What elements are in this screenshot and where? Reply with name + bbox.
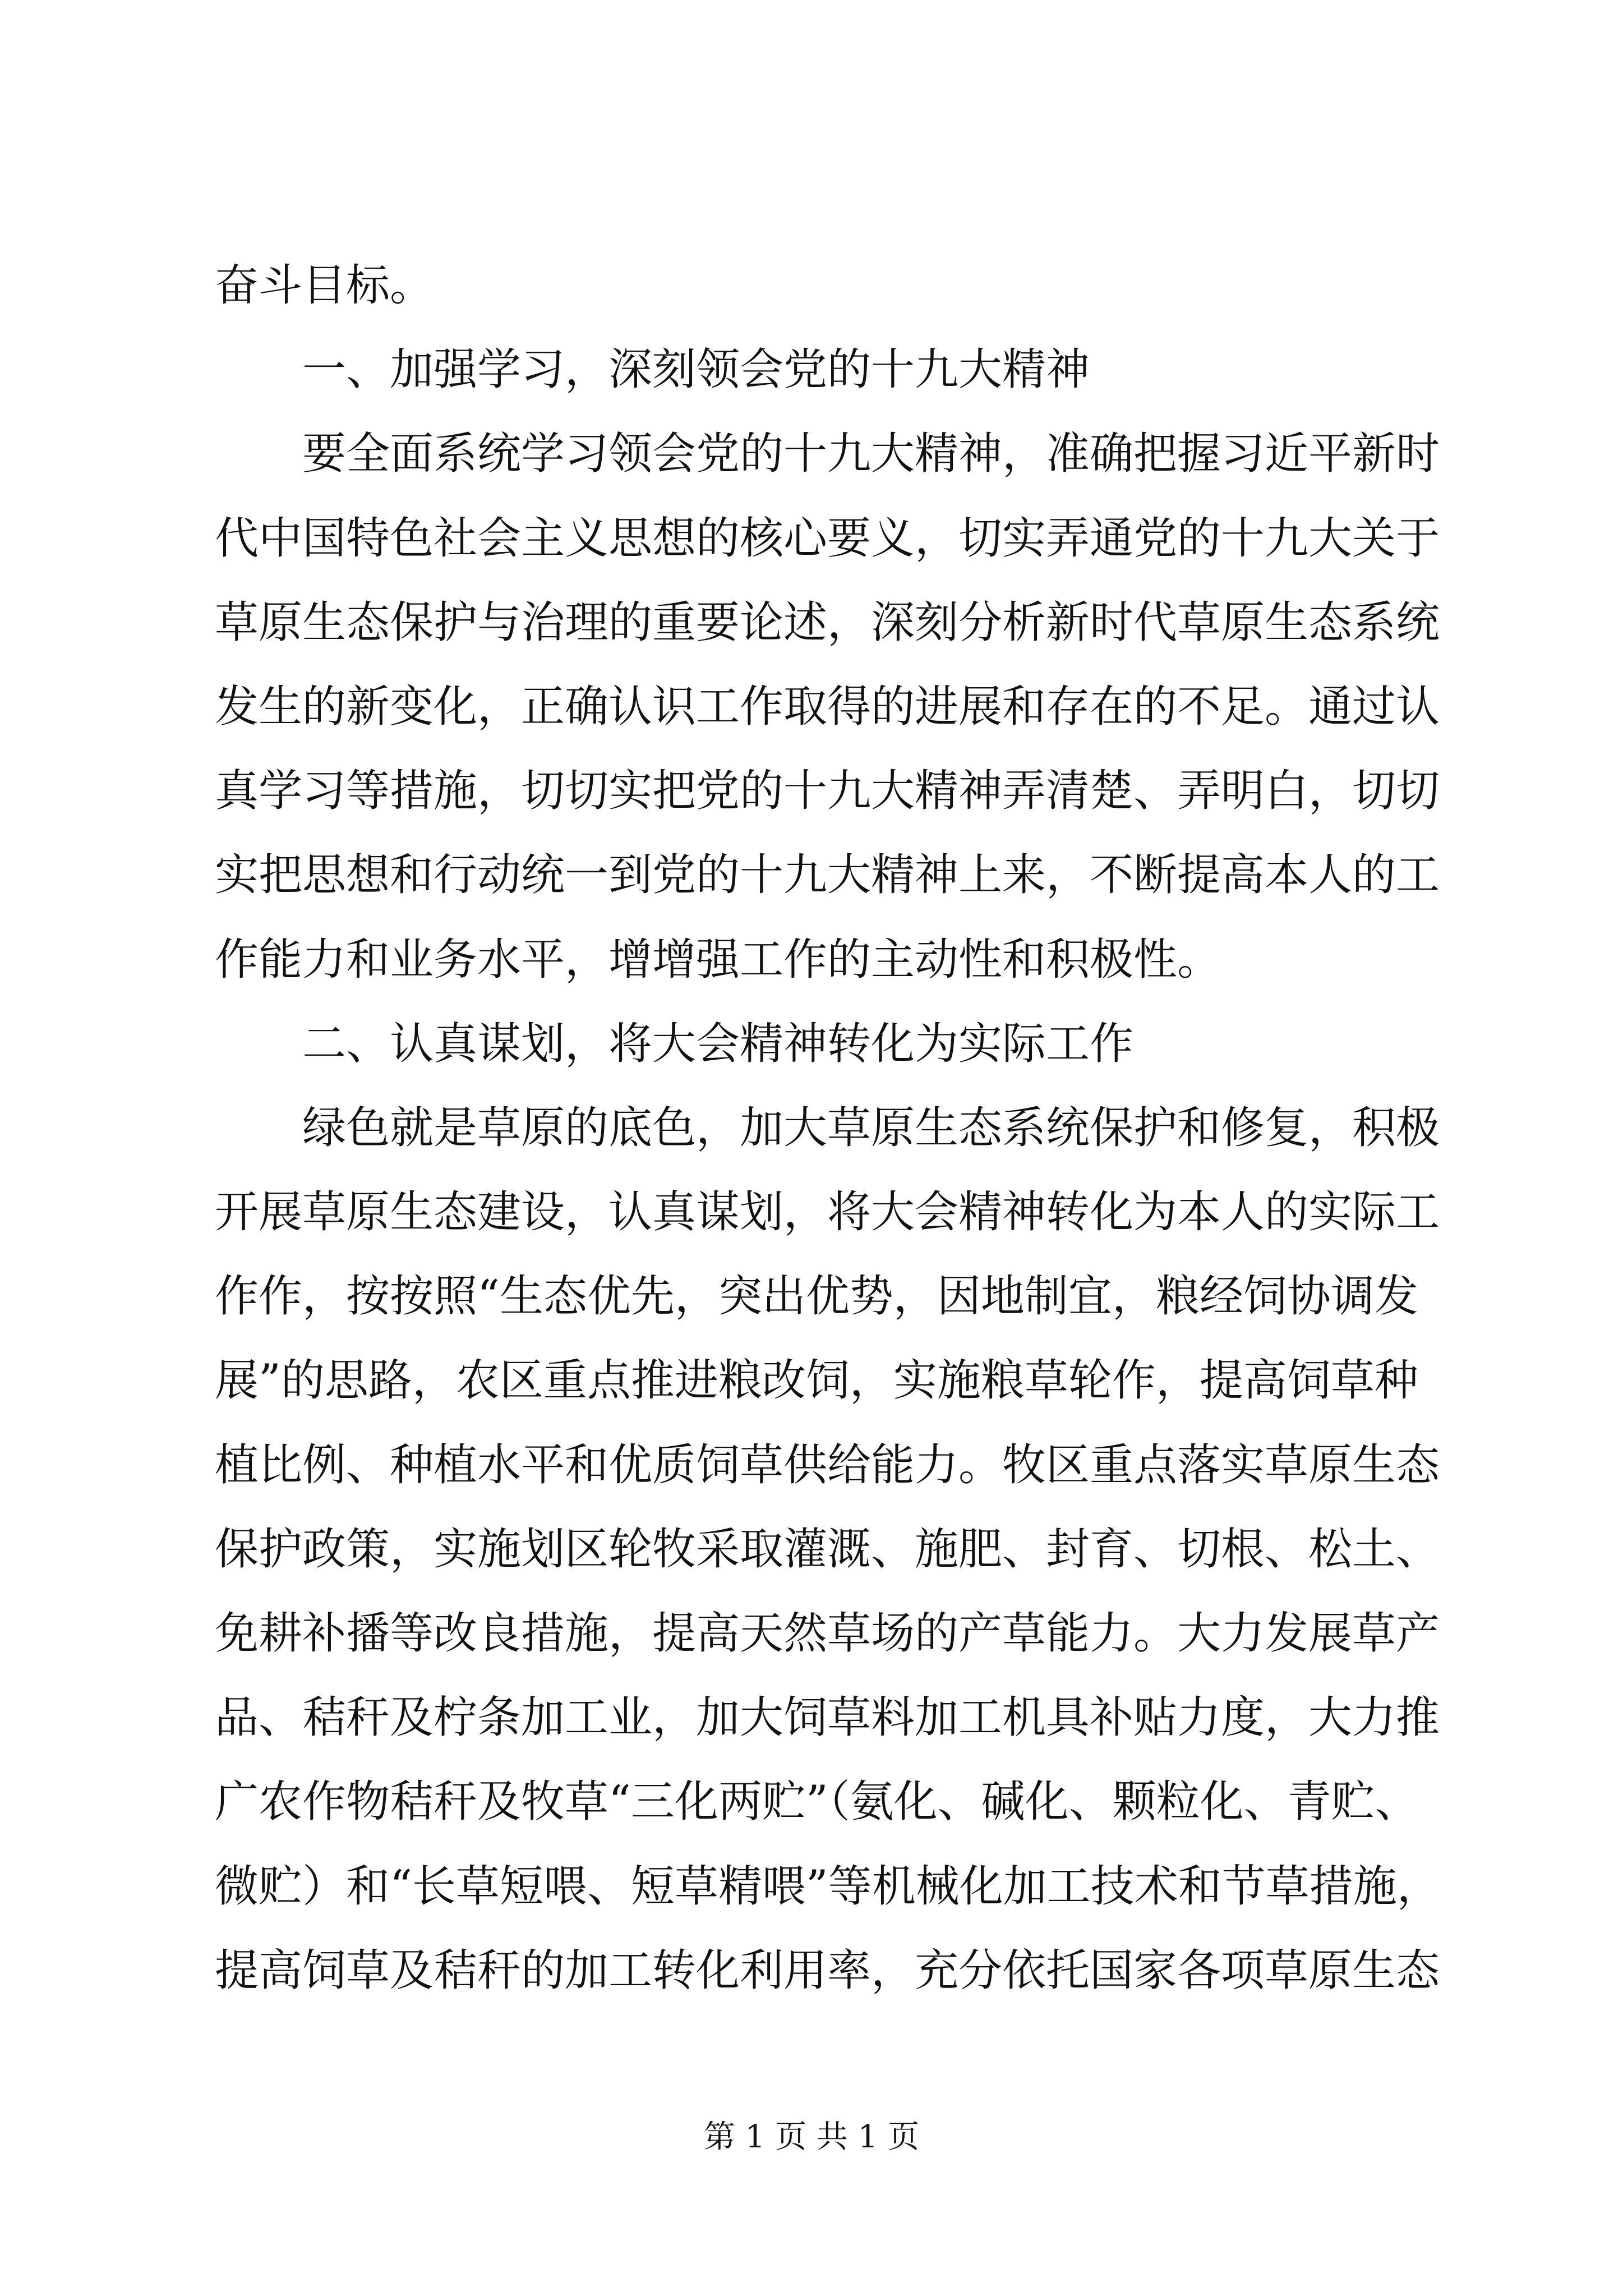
text-line: 作能力和业务水平，增增强工作的主动性和积极性。 — [215, 934, 1221, 985]
text-line: 代中国特色社会主义思想的核心要义，切实弄通党的十九大关于 — [215, 513, 1440, 564]
text-line: 品、秸秆及柠条加工业，加大饲草料加工机具补贴力度，大力推 — [215, 1692, 1440, 1743]
text-line: 广农作物秸秆及牧草“三化两贮”（氨化、碱化、颗粒化、青贮、 — [215, 1777, 1419, 1828]
text-line: 植比例、种植水平和优质饲草供给能力。牧区重点落实草原生态 — [215, 1439, 1440, 1490]
page-number: 第 1 页 共 1 页 — [703, 2119, 920, 2155]
section-heading: 二、认真谋划，将大会精神转化为实际工作 — [302, 1018, 1134, 1069]
text-line: 免耕补播等改良措施，提高天然草场的产草能力。大力发展草产 — [215, 1608, 1440, 1659]
text-line: 作作，按按照“生态优先，突出优势，因地制宜，粮经饲协调发 — [215, 1271, 1418, 1322]
text-line: 真学习等措施，切切实把党的十九大精神弄清楚、弄明白，切切 — [215, 766, 1440, 817]
text-line: 实把思想和行动统一到党的十九大精神上来，不断提高本人的工 — [215, 850, 1440, 901]
text-line: 奋斗目标。 — [215, 260, 434, 311]
text-line: 保护政策，实施划区轮牧采取灌溉、施肥、封育、切根、松土、 — [215, 1524, 1440, 1575]
text-line: 草原生态保护与治理的重要论述，深刻分析新时代草原生态系统 — [215, 597, 1440, 648]
text-line: 微贮）和“长草短喂、短草精喂”等机械化加工技术和节草措施， — [215, 1861, 1441, 1912]
text-line: 要全面系统学习领会党的十九大精神，准确把握习近平新时 — [302, 429, 1440, 480]
text-line: 展”的思路，农区重点推进粮改饲，实施粮草轮作，提高饲草种 — [215, 1355, 1418, 1406]
text-line: 绿色就是草原的底色，加大草原生态系统保护和修复，积极 — [302, 1102, 1440, 1153]
document-body — [215, 260, 1441, 2033]
text-line: 提高饲草及秸秆的加工转化利用率，充分依托国家各项草原生态 — [215, 1945, 1440, 1996]
text-line: 开展草原生态建设，认真谋划，将大会精神转化为本人的实际工 — [215, 1187, 1440, 1238]
text-line: 发生的新变化，正确认识工作取得的进展和存在的不足。通过认 — [215, 681, 1440, 732]
section-heading: 一、加强学习，深刻领会党的十九大精神 — [302, 344, 1090, 395]
